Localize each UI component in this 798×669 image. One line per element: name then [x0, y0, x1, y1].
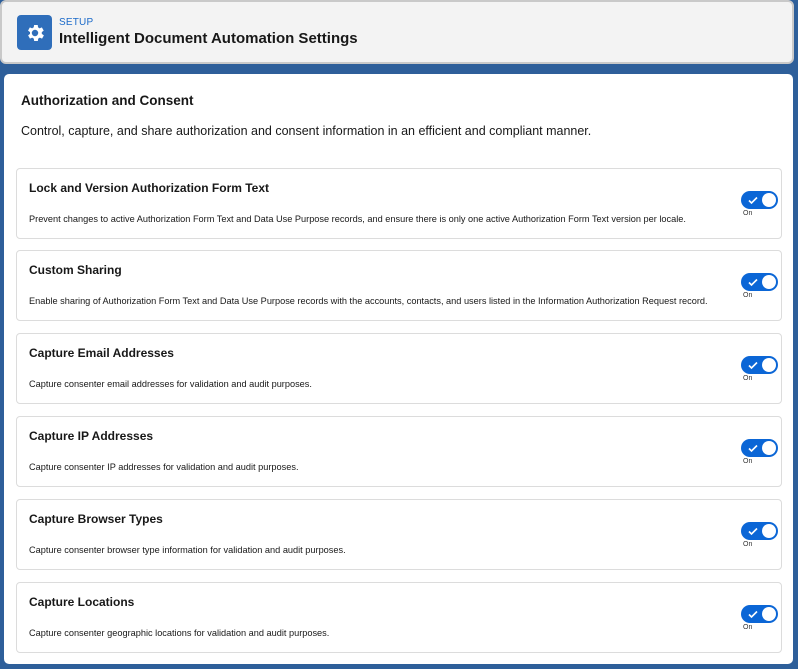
- capture-email-toggle[interactable]: [741, 356, 778, 374]
- setting-card-capture-email: [16, 333, 782, 404]
- checkmark-icon: [747, 525, 759, 537]
- header-eyebrow: SETUP: [59, 17, 94, 28]
- toggle-knob: [762, 441, 776, 455]
- toggle-knob: [762, 607, 776, 621]
- setting-description: Capture consenter browser type information for validation and audit purposes.: [29, 545, 346, 555]
- setting-description: Capture consenter geographic locations for validation and audit purposes.: [29, 628, 330, 638]
- setting-title: Capture Locations: [29, 595, 135, 609]
- toggle-state-label: On: [743, 458, 753, 465]
- section-title: Authorization and Consent: [21, 93, 194, 108]
- checkmark-icon: [747, 194, 759, 206]
- setting-description: Prevent changes to active Authorization Form Text and Data Use Purpose records, and ensure there is only one active Authorization Form Text version per locale.: [29, 214, 686, 224]
- checkmark-icon: [747, 276, 759, 288]
- setting-description: Capture consenter email addresses for validation and audit purposes.: [29, 379, 312, 389]
- setting-description: Enable sharing of Authorization Form Text and Data Use Purpose records with the accounts, contacts, and users listed in the Information Authorization Request record.: [29, 296, 708, 306]
- setting-title: Custom Sharing: [29, 263, 122, 277]
- section-description: Control, capture, and share authorization and consent information in an efficient and compliant manner.: [21, 124, 592, 138]
- toggle-state-label: On: [743, 210, 753, 217]
- setting-title: Capture IP Addresses: [29, 429, 154, 443]
- page-title: Intelligent Document Automation Settings: [59, 30, 358, 47]
- custom-sharing-toggle[interactable]: [741, 273, 778, 291]
- setting-card-capture-locations: [16, 582, 782, 653]
- toggle-state-label: On: [743, 541, 753, 548]
- setting-card-capture-ip: [16, 416, 782, 487]
- toggle-knob: [762, 358, 776, 372]
- checkmark-icon: [747, 442, 759, 454]
- capture-ip-toggle[interactable]: [741, 439, 778, 457]
- setting-card-custom-sharing: [16, 250, 782, 321]
- setting-description: Capture consenter IP addresses for validation and audit purposes.: [29, 462, 299, 472]
- toggle-knob: [762, 524, 776, 538]
- setting-card-lock-version: [16, 168, 782, 239]
- setting-card-capture-browser: [16, 499, 782, 570]
- toggle-state-label: On: [743, 292, 753, 299]
- toggle-state-label: On: [743, 375, 753, 382]
- toggle-knob: [762, 193, 776, 207]
- toggle-knob: [762, 275, 776, 289]
- setting-title: Capture Email Addresses: [29, 346, 174, 360]
- page-header: [0, 0, 794, 64]
- checkmark-icon: [747, 608, 759, 620]
- capture-browser-toggle[interactable]: [741, 522, 778, 540]
- gear-icon: [17, 15, 52, 50]
- lock-version-toggle[interactable]: [741, 191, 778, 209]
- setting-title: Capture Browser Types: [29, 512, 163, 526]
- capture-locations-toggle[interactable]: [741, 605, 778, 623]
- setting-title: Lock and Version Authorization Form Text: [29, 181, 270, 195]
- checkmark-icon: [747, 359, 759, 371]
- toggle-state-label: On: [743, 624, 753, 631]
- settings-panel: [4, 74, 793, 664]
